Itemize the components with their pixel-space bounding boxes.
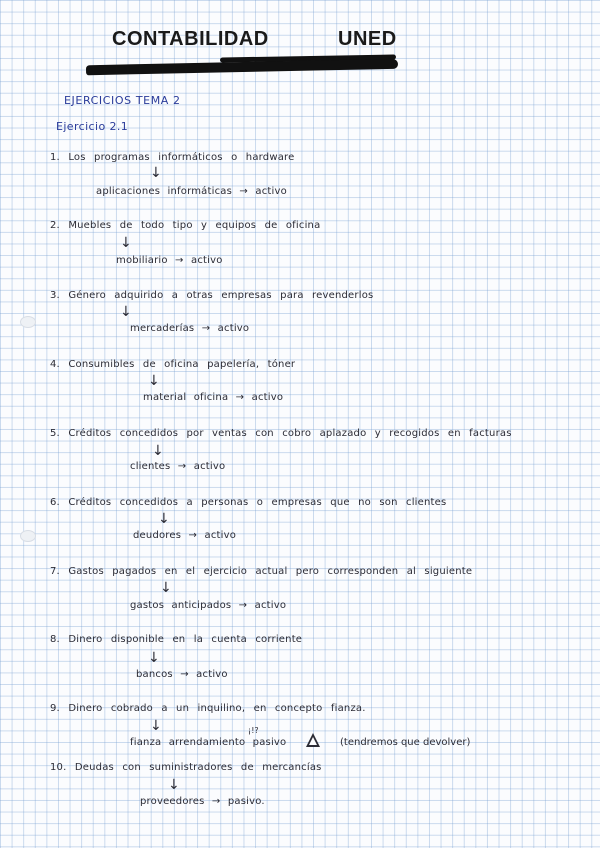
down-arrow-icon: ↓ (150, 165, 162, 181)
answer-3: mercaderías → activo (130, 323, 250, 334)
question-6: 6. Créditos concedidos a personas o empresas que no son clientes (50, 497, 447, 508)
answer-9: fianza arrendamiento pasivo (130, 737, 287, 748)
down-arrow-icon: ↓ (148, 373, 160, 389)
down-arrow-icon: ↓ (158, 511, 170, 527)
down-arrow-icon: ↓ (120, 304, 132, 320)
down-arrow-icon: ↓ (148, 650, 160, 666)
warning-icon (306, 733, 320, 747)
question-5: 5. Créditos concedidos por ventas con cobro aplazado y recogidos en facturas (50, 428, 512, 439)
question-9: 9. Dinero cobrado a un inquilino, en concepto fianza. (50, 703, 366, 714)
down-arrow-icon: ↓ (152, 443, 164, 459)
down-arrow-icon: ↓ (150, 718, 162, 734)
binder-hole (20, 530, 36, 542)
answer-2: mobiliario → activo (116, 255, 223, 266)
answer-5: clientes → activo (130, 461, 226, 472)
question-2: 2. Muebles de todo tipo y equipos de oficina (50, 220, 321, 231)
question-1: 1. Los programas informáticos o hardware (50, 152, 295, 163)
question-10: 10. Deudas con suministradores de mercancías (50, 762, 322, 773)
section-title: EJERCICIOS TEMA 2 (64, 94, 181, 107)
down-arrow-icon: ↓ (120, 235, 132, 251)
answer-8: bancos → activo (136, 669, 228, 680)
page-title: CONTABILIDAD (112, 28, 269, 50)
margin-note: ¡!? (248, 726, 259, 735)
answer-1: aplicaciones informáticas → activo (96, 186, 287, 197)
answer-9-note: (tendremos que devolver) (340, 737, 471, 748)
title-underline-bar (86, 59, 398, 76)
organization-label: UNED (338, 28, 397, 50)
question-3: 3. Género adquirido a otras empresas para revenderlos (50, 290, 374, 301)
exercise-title: Ejercicio 2.1 (56, 120, 129, 133)
answer-6: deudores → activo (133, 530, 237, 541)
down-arrow-icon: ↓ (168, 777, 180, 793)
question-8: 8. Dinero disponible en la cuenta corriente (50, 634, 303, 645)
binder-hole (20, 316, 36, 328)
answer-10: proveedores → pasivo. (140, 796, 265, 807)
answer-7: gastos anticipados → activo (130, 600, 287, 611)
answer-4: material oficina → activo (143, 392, 284, 403)
down-arrow-icon: ↓ (160, 580, 172, 596)
question-4: 4. Consumibles de oficina papelería, tóner (50, 359, 296, 370)
question-7: 7. Gastos pagados en el ejercicio actual pero corresponden al siguiente (50, 566, 473, 577)
